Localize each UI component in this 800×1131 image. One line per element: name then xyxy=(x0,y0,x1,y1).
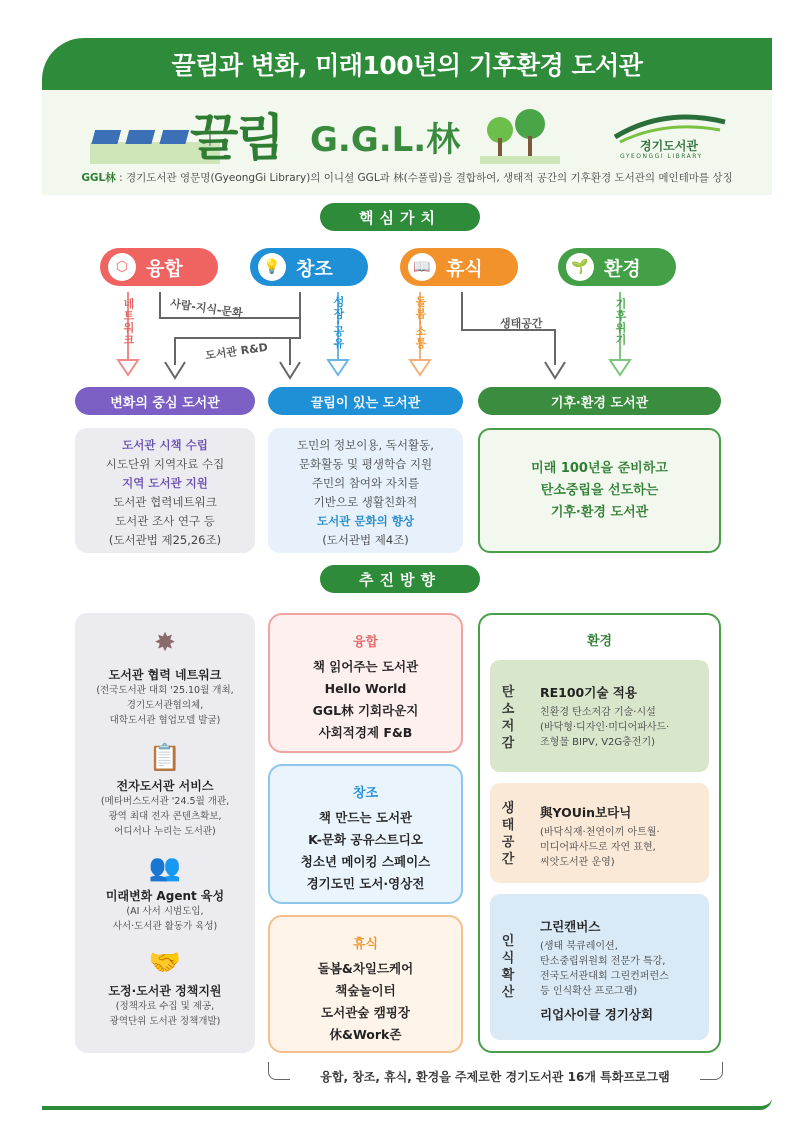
desc-line: 주민의 참여와 자치를 xyxy=(311,476,420,490)
middle-item: 도서관숲 캠핑장 xyxy=(321,1005,410,1020)
desc-line: 도서관 협력네트워크 xyxy=(113,495,217,509)
logo-main: 끌림 xyxy=(190,109,283,167)
left-item-detail: (전국도서관 대회 '25.10월 개최, xyxy=(96,685,234,696)
desc-line: 도서관 시책 수립 xyxy=(122,438,208,452)
middle-box-title: 창조 xyxy=(352,786,379,801)
middle-item: 책숲놀이터 xyxy=(335,983,396,998)
right-body-line: 등 인식확산 프로그램) xyxy=(540,986,638,997)
right-body-line: 탄소중립위원회 전문가 특강, xyxy=(540,956,666,967)
desc-line: (도서관법 제25,26조) xyxy=(108,533,222,547)
right-section-head: RE100기술 적용 xyxy=(540,685,637,700)
right-body-line: (생태 북큐레이션, xyxy=(540,941,618,952)
desc-line: 도민의 정보이용, 독서활동, xyxy=(297,438,434,452)
agent-icon: 👥 xyxy=(148,853,182,883)
flow-network-label: 네트워크 xyxy=(122,298,135,346)
middle-box-title: 융합 xyxy=(352,635,379,650)
flow-climate-label: 기후위기 xyxy=(614,298,627,346)
right-section-body xyxy=(540,705,669,750)
right-section-label: 탄소저감 xyxy=(501,685,515,751)
middle-item: 책 만드는 도서관 xyxy=(318,810,413,825)
middle-item: 경기도민 도서·영상전 xyxy=(306,876,425,891)
left-item-detail: (정책자료 수집 및 제공, xyxy=(115,1001,215,1012)
middle-box-title: 휴식 xyxy=(352,937,379,952)
left-item-policy xyxy=(75,948,255,1029)
handshake-icon: 🤝 xyxy=(148,948,182,978)
left-item-title: 미래변화 Agent 육성 xyxy=(105,889,225,903)
category-change-center: 변화의 중심 도서관 xyxy=(75,387,255,415)
desc-line: 시도단위 지역자료 수집 xyxy=(105,457,225,471)
network-icon: ⬡ xyxy=(108,253,136,281)
left-item-title: 전자도서관 서비스 xyxy=(116,779,214,793)
desc-attractive xyxy=(268,428,463,553)
middle-item: Hello World xyxy=(324,681,407,696)
right-body-line: (바닥형·디자인·미디어파사드· xyxy=(540,722,670,733)
desc-line: 문화활동 및 평생학습 지원 xyxy=(298,457,433,471)
category-attractive: 끌림이 있는 도서관 xyxy=(268,387,463,415)
lightbulb-icon: 💡 xyxy=(258,253,286,281)
middle-box-rest xyxy=(268,915,463,1053)
desc-line: 도서관 문화의 향상 xyxy=(317,514,414,528)
left-item-detail: (AI 사서 시범도입, xyxy=(126,906,204,917)
middle-box-fusion xyxy=(268,613,463,753)
flow-rnd-label: 도서관 R&D xyxy=(204,340,269,363)
left-item-network xyxy=(75,628,255,728)
middle-item: 사회적경제 F&B xyxy=(318,725,413,740)
desc-climate xyxy=(478,428,721,553)
middle-box-items xyxy=(270,656,461,744)
flow-people-label: 사람-지식-문화 xyxy=(169,296,244,321)
org-logo-en: GYEONGGI LIBRARY xyxy=(620,153,703,160)
desc-line: (도서관법 제4조) xyxy=(322,533,409,547)
left-item-e-library xyxy=(75,743,255,839)
bottom-band xyxy=(42,1098,772,1110)
middle-item: GGL林 기회라운지 xyxy=(312,703,419,718)
left-item-detail: 사서·도서관 활동가 육성) xyxy=(112,921,218,932)
globe-icon: 🌱 xyxy=(566,253,594,281)
middle-item: 책 읽어주는 도서관 xyxy=(312,659,419,674)
left-item-title: 도서관 협력 네트워크 xyxy=(108,668,222,682)
subtitle-prefix: GGL林 xyxy=(81,172,116,184)
desc-line: 기반으로 생활친화적 xyxy=(313,495,418,509)
category-climate: 기후·환경 도서관 xyxy=(478,387,721,415)
left-item-title: 도정·도서관 정책지원 xyxy=(108,984,222,998)
left-item-agent xyxy=(75,853,255,934)
value-label: 환경 xyxy=(604,257,641,280)
org-logo-text: 경기도서관 xyxy=(640,139,698,153)
right-body-line: 전국도서관대회 그린컨퍼런스 xyxy=(540,971,669,982)
middle-box-creation xyxy=(268,764,463,904)
left-item-detail: 어디서나 누리는 도서관) xyxy=(114,826,216,837)
middle-item: 돌봄&차일드케어 xyxy=(317,961,414,976)
value-label: 창조 xyxy=(296,257,333,280)
core-values-title: 핵심가치 xyxy=(320,203,480,231)
right-body-line: (바닥식재·천연이끼 아트월· xyxy=(540,827,660,838)
desc-change-center xyxy=(75,428,255,553)
left-item-detail: (메타버스도서관 '24.5월 개관, xyxy=(100,796,230,807)
middle-item: K-문화 공유스트디오 xyxy=(308,832,423,847)
value-label: 휴식 xyxy=(446,257,483,280)
right-body-line: 조형물 BIPV, V2G충전기) xyxy=(540,737,656,748)
right-section-body xyxy=(540,825,660,870)
right-section-head: 그린캔버스 xyxy=(540,919,601,934)
left-item-detail: 광역단위 도서관 정책개발) xyxy=(109,1016,221,1027)
desc-line: 기후·환경 도서관 xyxy=(550,505,649,520)
network-icon: ✸ xyxy=(154,628,176,658)
value-label: 융합 xyxy=(146,257,183,280)
right-section-label: 생태공간 xyxy=(501,801,515,867)
left-item-detail: 광역 최대 전자 콘텐츠확보, xyxy=(108,811,222,822)
subtitle-text: : 경기도서관 영문명(GyeongGi Library)의 이니셜 GGL과 林(수풀림)을 결합하여, 생태적 공간의 기후환경 도서관의 메인테마를 상징 xyxy=(115,172,733,184)
right-body-line: 친환경 탄소저감 기술·시설 xyxy=(540,707,656,718)
right-section-body xyxy=(540,939,669,999)
right-body-line: 씨앗도서관 운영) xyxy=(540,857,615,868)
flow-growth-label: 성장-공유 xyxy=(332,296,345,350)
desc-line: 미래 100년을 준비하고 xyxy=(531,461,668,476)
footer-text: 융합, 창조, 휴식, 환경을 주제로한 경기도서관 16개 특화프로그램 xyxy=(290,1068,700,1085)
desc-line: 도서관 조사 연구 등 xyxy=(115,514,215,528)
middle-box-items xyxy=(270,958,461,1046)
flow-eco-label: 생태공간 xyxy=(500,317,543,330)
middle-box-items xyxy=(270,807,461,895)
desc-line: 지역 도서관 지원 xyxy=(122,476,208,490)
right-column-title: 환경 xyxy=(586,634,613,649)
logo-sub: G.G.L.林 xyxy=(310,120,461,160)
book-icon: 📖 xyxy=(408,253,436,281)
left-item-detail: 대학도서관 협업모델 발굴) xyxy=(109,715,221,726)
left-item-detail: 경기도서관협의체, xyxy=(126,700,204,711)
right-section-head: 與YOUin보타닉 xyxy=(540,805,632,820)
middle-item: 청소년 메이킹 스페이스 xyxy=(300,854,431,869)
middle-item: 休&Work존 xyxy=(329,1027,402,1042)
desc-line: 탄소중립을 선도하는 xyxy=(540,483,659,498)
directions-title: 추진방향 xyxy=(320,565,480,593)
right-body-line: 미디어파사드로 자연 표현, xyxy=(540,842,656,853)
flow-care-label: 돌봄-소통 xyxy=(414,296,427,350)
right-section-label: 인식확산 xyxy=(501,934,515,1000)
right-section-tail: 리업사이클 경기상회 xyxy=(540,1007,654,1022)
document-icon: 📋 xyxy=(148,743,182,773)
page-title: 끌림과 변화, 미래100년의 기후환경 도서관 xyxy=(171,51,643,80)
